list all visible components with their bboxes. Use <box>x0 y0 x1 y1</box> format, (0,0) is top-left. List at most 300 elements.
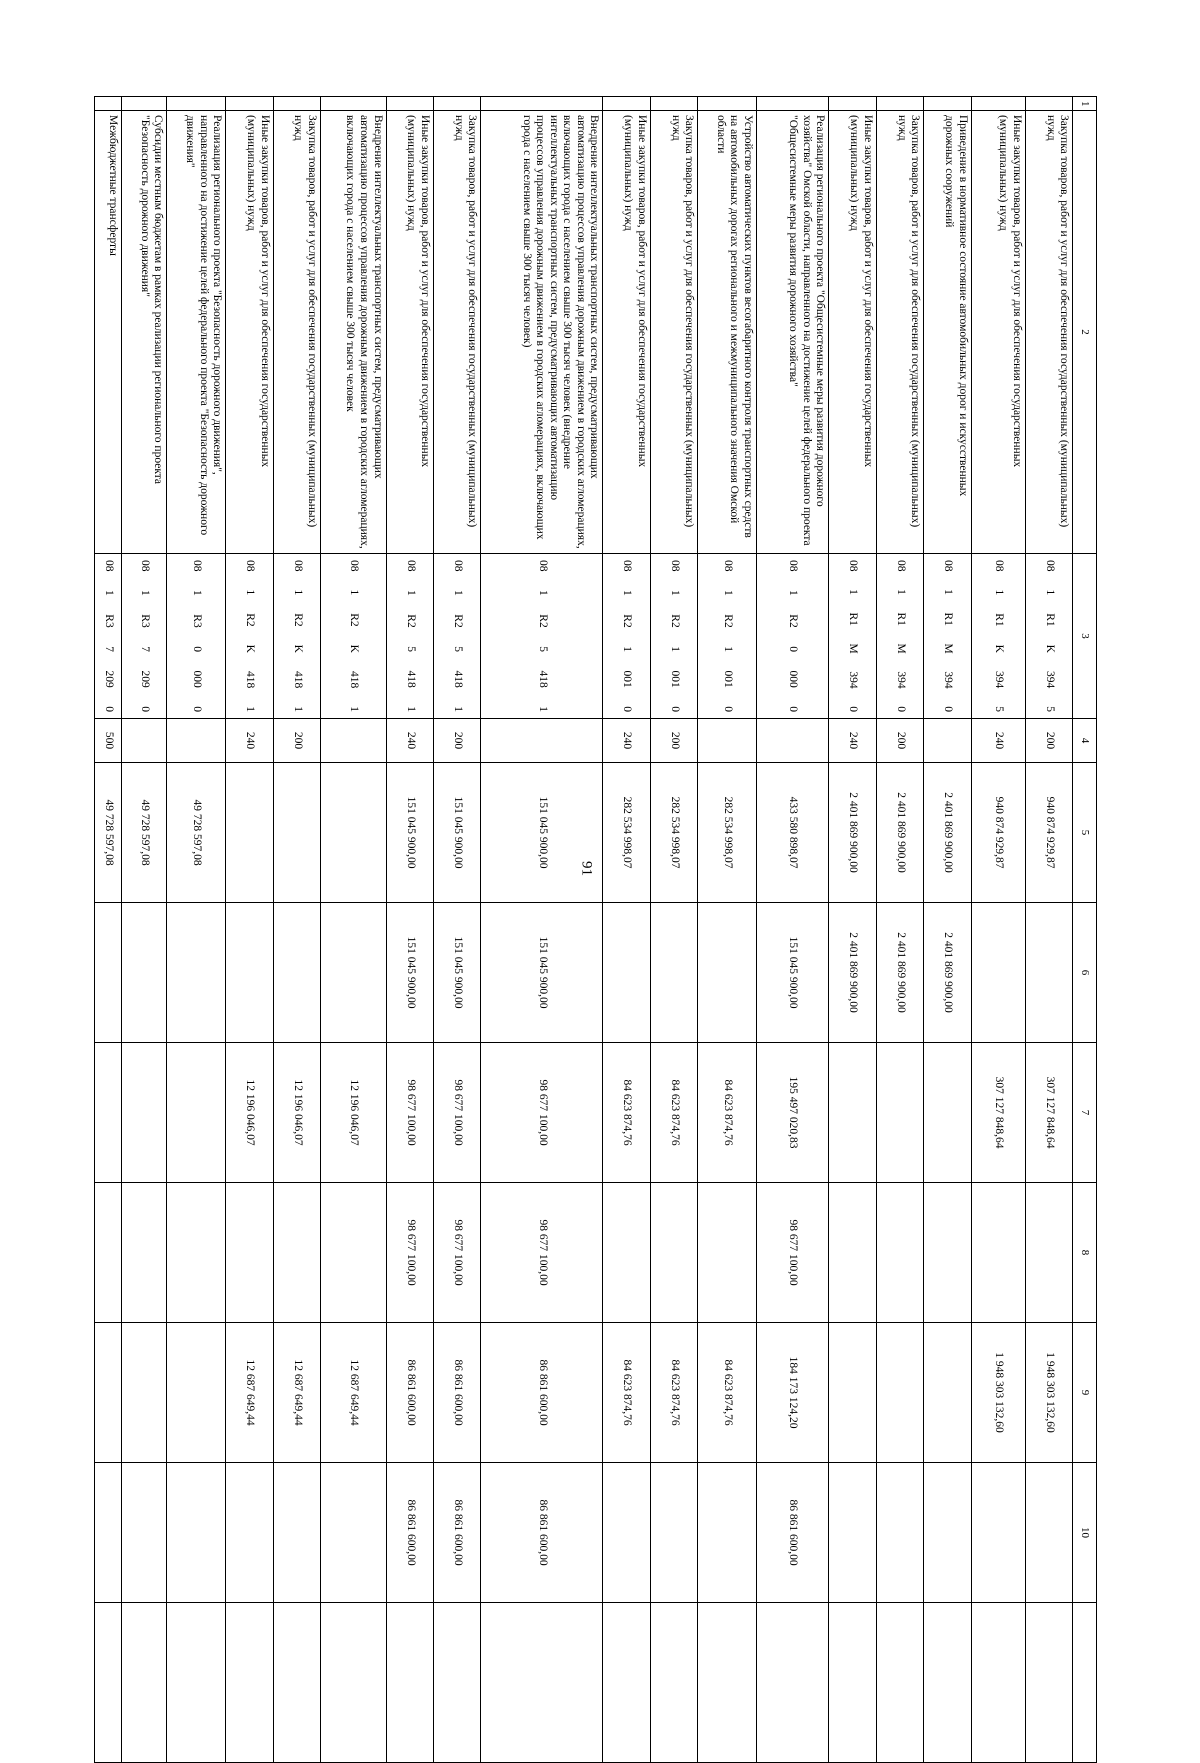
amount-c10 <box>273 1463 320 1603</box>
code-part: 08 <box>942 560 955 572</box>
code-part: R1 <box>894 612 907 626</box>
row-description: Закупка товаров, работ и услуг для обеспечения государственных (муниципальных) нужд <box>876 111 923 554</box>
code-part: 209 <box>139 670 152 688</box>
row-number-cell <box>650 97 697 111</box>
row-description: Иные закупки товаров, работ и услуг для обеспечения государственных (муниципальных) нужд <box>226 111 273 554</box>
expense-type-code <box>924 719 971 763</box>
amount-c10 <box>829 1463 876 1603</box>
amount-c7: 84 623 874,76 <box>603 1043 650 1183</box>
code-part: 1 <box>451 706 464 712</box>
row-description: Устройство автоматических пунктов весогабаритного контроля транспортных средств на автомобильных дорогах регионального и межмуниципального значения Омской области <box>698 111 757 554</box>
amount-c10 <box>603 1463 650 1603</box>
row-number-cell <box>122 97 167 111</box>
code-part: 7 <box>139 646 152 652</box>
expense-type-code: 240 <box>386 719 433 763</box>
code-part: 001 <box>668 670 681 688</box>
code-parts <box>620 554 634 718</box>
column-number-header: 2 <box>1073 111 1097 554</box>
amount-c6: 2 401 869 900,00 <box>876 903 923 1043</box>
code-part: 08 <box>404 560 417 572</box>
amount-c6 <box>971 903 1025 1043</box>
table-row <box>122 97 167 1763</box>
code-part: 5 <box>993 706 1006 712</box>
code-part: 1 <box>191 590 204 596</box>
code-part: 08 <box>348 560 361 572</box>
amount-c5: 940 874 929,87 <box>971 763 1025 903</box>
code-part: R2 <box>404 614 417 628</box>
code-part: K <box>291 644 304 653</box>
code-part: 394 <box>993 670 1006 689</box>
row-number-cell <box>273 97 320 111</box>
extra-cell <box>95 1603 122 1763</box>
code-part: 1 <box>894 589 907 595</box>
amount-c8 <box>603 1183 650 1323</box>
code-part: 1 <box>942 589 955 595</box>
code-part: 08 <box>244 560 257 572</box>
code-parts <box>941 554 955 718</box>
amount-c8 <box>876 1183 923 1323</box>
amount-c6 <box>698 903 757 1043</box>
code-part: 5 <box>451 646 464 652</box>
amount-c10 <box>924 1463 971 1603</box>
code-part: 08 <box>787 560 800 572</box>
amount-c8: 98 677 100,00 <box>433 1183 480 1323</box>
expense-type-code: 240 <box>829 719 876 763</box>
expense-type-code <box>698 719 757 763</box>
code-parts <box>290 554 304 718</box>
extra-cell <box>226 1603 273 1763</box>
code-part: R1 <box>993 613 1006 627</box>
code-part: 394 <box>1043 670 1056 689</box>
amount-c10 <box>1025 1463 1072 1603</box>
amount-c5: 151 045 900,00 <box>433 763 480 903</box>
expense-type-code: 200 <box>433 719 480 763</box>
amount-c5: 282 534 998,07 <box>650 763 697 903</box>
amount-c6 <box>167 903 226 1043</box>
extra-cell <box>273 1603 320 1763</box>
amount-c5: 2 401 869 900,00 <box>924 763 971 903</box>
expense-type-code: 200 <box>876 719 923 763</box>
budget-classification-code <box>971 554 1025 719</box>
extra-cell <box>650 1603 697 1763</box>
budget-classification-code <box>603 554 650 719</box>
code-part: K <box>348 644 361 653</box>
code-part: 1 <box>621 646 634 652</box>
amount-c8 <box>698 1183 757 1323</box>
code-part: 0 <box>621 706 634 712</box>
amount-c7: 84 623 874,76 <box>650 1043 697 1183</box>
code-part: 1 <box>244 589 257 596</box>
extra-cell <box>167 1603 226 1763</box>
code-part: 394 <box>847 671 860 689</box>
code-part: 1 <box>348 706 361 712</box>
amount-c8 <box>650 1183 697 1323</box>
amount-c6: 2 401 869 900,00 <box>829 903 876 1043</box>
code-part: R3 <box>139 614 152 628</box>
code-parts <box>190 554 204 718</box>
code-part: R3 <box>102 614 115 628</box>
code-part: 418 <box>536 670 549 688</box>
code-part: 0 <box>787 646 800 652</box>
row-number-cell <box>971 97 1025 111</box>
amount-c9: 84 623 874,76 <box>603 1323 650 1463</box>
budget-classification-code <box>167 554 226 719</box>
budget-classification-code <box>273 554 320 719</box>
code-part: 1 <box>787 590 800 596</box>
code-parts <box>535 554 549 718</box>
code-part: R1 <box>847 612 860 626</box>
amount-c10 <box>650 1463 697 1603</box>
row-description: Реализация регионального проекта "Безопасность дорожного движения", направленного на достижение целей федерального проекта "Безопасность дорожного движения" <box>167 111 226 554</box>
code-part: 1 <box>668 646 681 652</box>
row-description: Внедрение интеллектуальных транспортных систем, предусматривающих автоматизацию процессов управления дорожным движением в городских агломерациях, включающих города с населением свыше 300 тысяч человек (внедрение интеллектуальных транспортных систем, предусматривающих автоматизацию процессов управления дорожным движением в городских агломерациях, включающих города с населением свыше 300 тысяч человек) <box>481 111 603 554</box>
code-part: 1 <box>102 590 115 596</box>
budget-classification-code <box>433 554 480 719</box>
amount-c7: 84 623 874,76 <box>698 1043 757 1183</box>
code-parts <box>450 554 464 718</box>
row-description: Реализация регионального проекта "Общесистемные меры развития дорожного хозяйства" Омской области, направленного на достижение целей федерального проекта "Общесистемные меры развития дорожного хозяйства" <box>757 111 829 554</box>
expense-type-code: 240 <box>603 719 650 763</box>
amount-c7 <box>924 1043 971 1183</box>
budget-classification-code <box>924 554 971 719</box>
amount-c5: 2 401 869 900,00 <box>829 763 876 903</box>
extra-cell <box>829 1603 876 1763</box>
code-part: M <box>894 643 907 654</box>
amount-c8 <box>226 1183 273 1323</box>
code-part: 0 <box>847 706 860 712</box>
budget-table <box>94 96 1097 1763</box>
amount-c6: 151 045 900,00 <box>757 903 829 1043</box>
amount-c10 <box>971 1463 1025 1603</box>
code-part: 08 <box>191 560 204 572</box>
extra-cell <box>122 1603 167 1763</box>
amount-c5: 940 874 929,87 <box>1025 763 1072 903</box>
amount-c5 <box>321 763 387 903</box>
code-part: 1 <box>1043 589 1056 596</box>
code-part: R2 <box>348 613 361 627</box>
expense-type-code <box>481 719 603 763</box>
code-part: 1 <box>348 589 361 596</box>
column-number-header: 7 <box>1073 1043 1097 1183</box>
code-part: 08 <box>668 560 681 572</box>
column-number-header: 6 <box>1073 903 1097 1043</box>
code-part: 001 <box>621 670 634 688</box>
column-number-header: 10 <box>1073 1463 1097 1603</box>
code-part: R2 <box>244 613 257 627</box>
table-row <box>603 97 650 1763</box>
table-row <box>433 97 480 1763</box>
amount-c6: 151 045 900,00 <box>386 903 433 1043</box>
expense-type-code <box>757 719 829 763</box>
code-parts <box>786 554 800 718</box>
table-row <box>95 97 122 1763</box>
amount-c7: 195 497 020,83 <box>757 1043 829 1183</box>
code-part: 0 <box>668 706 681 712</box>
amount-c6 <box>226 903 273 1043</box>
extra-cell <box>433 1603 480 1763</box>
amount-c7: 98 677 100,00 <box>481 1043 603 1183</box>
amount-c8: 98 677 100,00 <box>481 1183 603 1323</box>
amount-c9: 12 687 649,44 <box>321 1323 387 1463</box>
amount-c10: 86 861 600,00 <box>481 1463 603 1603</box>
table-row <box>757 97 829 1763</box>
amount-c9 <box>829 1323 876 1463</box>
code-part: R2 <box>721 614 734 628</box>
row-description: Межбюджетные трансферты <box>95 111 122 554</box>
expense-type-code <box>167 719 226 763</box>
budget-classification-code <box>650 554 697 719</box>
code-part: 0 <box>894 706 907 712</box>
amount-c10 <box>321 1463 387 1603</box>
table-body <box>95 97 1097 1763</box>
extra-cell <box>698 1603 757 1763</box>
extra-cell <box>1025 1603 1072 1763</box>
code-part: 5 <box>1043 706 1056 712</box>
code-part: 7 <box>102 646 115 652</box>
budget-classification-code <box>698 554 757 719</box>
code-part: R3 <box>191 614 204 628</box>
budget-classification-code <box>386 554 433 719</box>
code-parts <box>347 554 361 718</box>
code-part: R2 <box>668 614 681 628</box>
code-part: 08 <box>1043 560 1056 572</box>
amount-c8 <box>924 1183 971 1323</box>
column-number-header: 3 <box>1073 554 1097 719</box>
code-parts <box>403 554 417 718</box>
code-part: M <box>847 643 860 654</box>
code-part: K <box>1043 644 1056 653</box>
code-part: 5 <box>404 646 417 652</box>
code-part: 001 <box>721 670 734 688</box>
row-number-cell <box>876 97 923 111</box>
amount-c5: 282 534 998,07 <box>698 763 757 903</box>
code-part: 08 <box>451 560 464 572</box>
code-part: 08 <box>102 560 115 572</box>
budget-classification-code <box>481 554 603 719</box>
table-row <box>386 97 433 1763</box>
amount-c9: 12 687 649,44 <box>273 1323 320 1463</box>
code-part: 1 <box>721 646 734 652</box>
expense-type-code <box>122 719 167 763</box>
code-parts <box>243 554 257 718</box>
code-part: 418 <box>451 670 464 688</box>
amount-c9 <box>95 1323 122 1463</box>
amount-c8 <box>122 1183 167 1323</box>
budget-classification-code <box>321 554 387 719</box>
code-part: 1 <box>291 706 304 712</box>
code-part: 5 <box>536 646 549 652</box>
row-number-cell <box>433 97 480 111</box>
amount-c7: 12 196 046,07 <box>321 1043 387 1183</box>
row-number-cell <box>757 97 829 111</box>
code-part: 0 <box>191 706 204 712</box>
amount-c9: 86 861 600,00 <box>433 1323 480 1463</box>
table-row <box>924 97 971 1763</box>
row-description: Иные закупки товаров, работ и услуг для обеспечения государственных (муниципальных) нужд <box>829 111 876 554</box>
row-number-cell <box>698 97 757 111</box>
code-part: R2 <box>621 614 634 628</box>
amount-c7: 98 677 100,00 <box>386 1043 433 1183</box>
amount-c10 <box>226 1463 273 1603</box>
amount-c10 <box>698 1463 757 1603</box>
amount-c6 <box>321 903 387 1043</box>
row-number-cell <box>386 97 433 111</box>
row-description: Закупка товаров, работ и услуг для обеспечения государственных (муниципальных) нужд <box>273 111 320 554</box>
table-row <box>698 97 757 1763</box>
amount-c8 <box>1025 1183 1072 1323</box>
row-description: Закупка товаров, работ и услуг для обеспечения государственных (муниципальных) нужд <box>1025 111 1072 554</box>
budget-classification-code <box>95 554 122 719</box>
amount-c6: 151 045 900,00 <box>433 903 480 1043</box>
extra-cell <box>757 1603 829 1763</box>
code-part: 418 <box>244 670 257 689</box>
code-part: R2 <box>291 613 304 627</box>
amount-c7 <box>876 1043 923 1183</box>
expense-type-code: 500 <box>95 719 122 763</box>
code-parts <box>138 554 152 718</box>
amount-c6: 151 045 900,00 <box>481 903 603 1043</box>
amount-c5: 151 045 900,00 <box>481 763 603 903</box>
code-part: 1 <box>621 590 634 596</box>
amount-c7: 12 196 046,07 <box>226 1043 273 1183</box>
extra-cell <box>481 1603 603 1763</box>
row-description: Внедрение интеллектуальных транспортных систем, предусматривающих автоматизацию процессов управления дорожным движением в городских агломерациях, включающих города с населением свыше 300 тысяч человек <box>321 111 387 554</box>
amount-c8 <box>95 1183 122 1323</box>
code-part: 1 <box>404 706 417 712</box>
code-part: R1 <box>942 612 955 626</box>
column-number-row <box>1073 97 1097 1763</box>
code-part: 1 <box>451 590 464 596</box>
amount-c7 <box>95 1043 122 1183</box>
budget-classification-code <box>122 554 167 719</box>
code-part: 394 <box>942 671 955 689</box>
amount-c5: 2 401 869 900,00 <box>876 763 923 903</box>
amount-c8 <box>321 1183 387 1323</box>
code-parts <box>720 554 734 718</box>
amount-c6 <box>650 903 697 1043</box>
code-part: 1 <box>291 589 304 596</box>
amount-c7: 12 196 046,07 <box>273 1043 320 1183</box>
amount-c9: 86 861 600,00 <box>386 1323 433 1463</box>
code-part: K <box>244 644 257 653</box>
code-part: R1 <box>1043 613 1056 627</box>
amount-c8: 98 677 100,00 <box>757 1183 829 1323</box>
row-number-cell <box>924 97 971 111</box>
code-parts <box>101 554 115 718</box>
amount-c9 <box>167 1323 226 1463</box>
row-description: Иные закупки товаров, работ и услуг для обеспечения государственных (муниципальных) нужд <box>603 111 650 554</box>
code-part: 0 <box>942 706 955 712</box>
code-part: 1 <box>536 706 549 712</box>
row-number-cell <box>603 97 650 111</box>
row-number-cell <box>829 97 876 111</box>
table-row <box>829 97 876 1763</box>
amount-c10 <box>95 1463 122 1603</box>
extra-cell <box>971 1603 1025 1763</box>
code-part: R2 <box>536 614 549 628</box>
code-part: K <box>993 644 1006 653</box>
expense-type-code: 240 <box>226 719 273 763</box>
row-description: Иные закупки товаров, работ и услуг для обеспечения государственных (муниципальных) нужд <box>971 111 1025 554</box>
column-number-header: 4 <box>1073 719 1097 763</box>
extra-cell <box>924 1603 971 1763</box>
code-parts <box>667 554 681 718</box>
amount-c9 <box>876 1323 923 1463</box>
code-part: 0 <box>139 706 152 712</box>
amount-c9: 1 948 303 132,60 <box>971 1323 1025 1463</box>
table-row <box>876 97 923 1763</box>
row-description: Закупка товаров, работ и услуг для обеспечения государственных (муниципальных) нужд <box>433 111 480 554</box>
amount-c10 <box>876 1463 923 1603</box>
table-row <box>321 97 387 1763</box>
expense-type-code <box>321 719 387 763</box>
code-part: 1 <box>721 590 734 596</box>
amount-c6 <box>122 903 167 1043</box>
amount-c7: 307 127 848,64 <box>971 1043 1025 1183</box>
row-number-cell <box>321 97 387 111</box>
code-part: 1 <box>404 590 417 596</box>
row-description: Закупка товаров, работ и услуг для обеспечения государственных (муниципальных) нужд <box>650 111 697 554</box>
table-row <box>481 97 603 1763</box>
amount-c9: 1 948 303 132,60 <box>1025 1323 1072 1463</box>
budget-classification-code <box>1025 554 1072 719</box>
code-part: 000 <box>191 670 204 688</box>
budget-classification-code <box>226 554 273 719</box>
code-parts <box>1042 554 1056 718</box>
table-row <box>226 97 273 1763</box>
row-number-cell <box>481 97 603 111</box>
code-parts <box>846 554 860 718</box>
code-part: 1 <box>244 706 257 712</box>
code-part: 08 <box>621 560 634 572</box>
code-part: 418 <box>291 670 304 689</box>
amount-c10 <box>122 1463 167 1603</box>
extra-cell <box>321 1603 387 1763</box>
code-part: 209 <box>102 670 115 688</box>
row-number-cell <box>167 97 226 111</box>
budget-classification-code <box>829 554 876 719</box>
amount-c8: 98 677 100,00 <box>386 1183 433 1323</box>
code-part: 08 <box>139 560 152 572</box>
amount-c10: 86 861 600,00 <box>386 1463 433 1603</box>
table-row <box>167 97 226 1763</box>
expense-type-code: 200 <box>273 719 320 763</box>
rotated-table-container <box>94 96 1097 1762</box>
row-number-cell <box>95 97 122 111</box>
code-part: 0 <box>102 706 115 712</box>
code-parts <box>991 554 1005 718</box>
amount-c6 <box>1025 903 1072 1043</box>
amount-c6: 2 401 869 900,00 <box>924 903 971 1043</box>
code-part: M <box>942 643 955 654</box>
amount-c9: 12 687 649,44 <box>226 1323 273 1463</box>
code-part: 08 <box>993 560 1006 572</box>
amount-c5: 49 728 597,08 <box>95 763 122 903</box>
amount-c5: 433 580 898,07 <box>757 763 829 903</box>
amount-c6 <box>273 903 320 1043</box>
budget-classification-code <box>757 554 829 719</box>
code-part: 08 <box>536 560 549 572</box>
code-part: 1 <box>993 589 1006 596</box>
table-row <box>273 97 320 1763</box>
amount-c9: 184 173 124,20 <box>757 1323 829 1463</box>
code-part: R2 <box>451 614 464 628</box>
column-number-header: 1 <box>1073 97 1097 111</box>
code-part: 08 <box>721 560 734 572</box>
page-number: 91 <box>578 861 595 876</box>
amount-c9: 84 623 874,76 <box>650 1323 697 1463</box>
row-description: Иные закупки товаров, работ и услуг для обеспечения государственных (муниципальных) нужд <box>386 111 433 554</box>
